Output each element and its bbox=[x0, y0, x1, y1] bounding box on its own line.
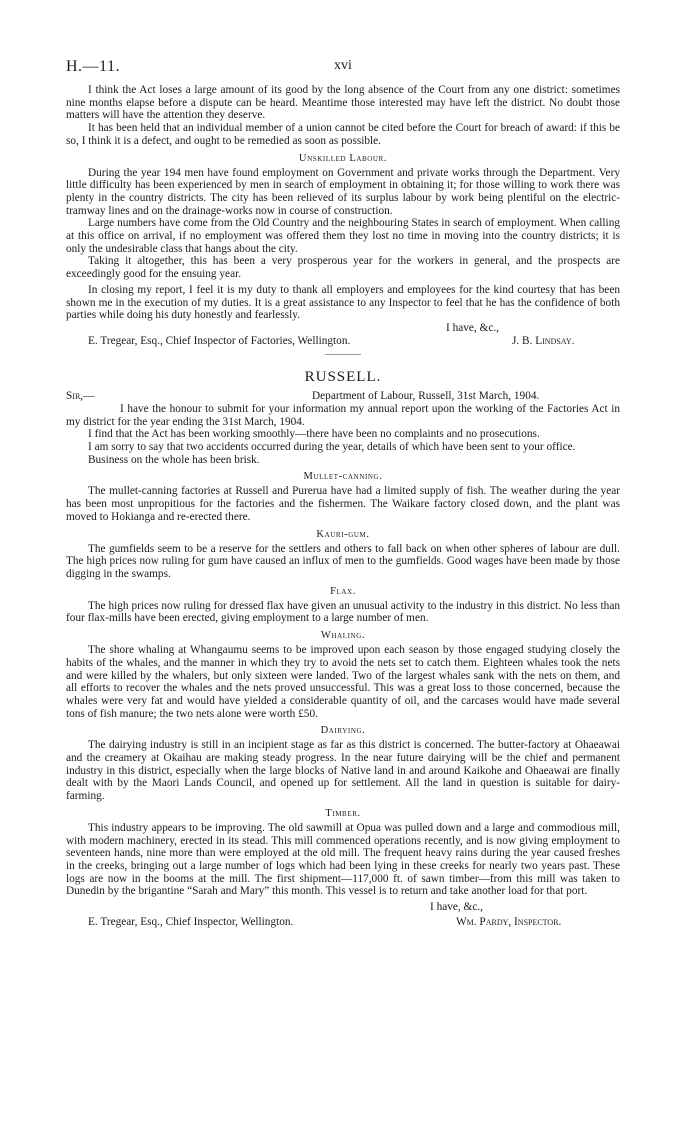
paragraph: During the year 194 men have found employment on Government and private works through the Department. Very little difficulty has been experienced by men in search of employment in obtaining it; for those willing to work there was plenty in the country districts. The city has been relieved of its surplus labour by work being plentiful on the electric-tramway lines and on the drainage-works now in course of construction. bbox=[66, 166, 620, 217]
paragraph: Large numbers have come from the Old Country and the neighbouring States in search of employment. When calling at this office on arrival, if no employment was offered them they lost no time in moving into the country districts; it is only the undesirable class that hangs about the city. bbox=[66, 217, 620, 255]
closing-line bbox=[66, 322, 620, 335]
section-heading-mullet-canning: Mullet-canning. bbox=[303, 471, 383, 483]
paragraph: The high prices now ruling for dressed flax have given an unusual activity to the industry in this district. No less than four flax-mills have been erected, giving employment to a large number of men. bbox=[66, 599, 620, 625]
addressee: E. Tregear, Esq., Chief Inspector of Factories, Wellington. bbox=[88, 334, 351, 347]
paragraph: The dairying industry is still in an incipient stage as far as this district is concerned. The butter-factory at Ohaeawai and the creamery at Okaihau are making steady progress. In the near future dairying will be the chief and permanent industry in this district, especially when the large blocks of Native land in and around Kaikohe and Ohaeawai are finally dealt with by the Maori Lands Council, and opened up for settlement. All the land in question is suitable for dairy-farming. bbox=[66, 739, 620, 803]
page-number: xvi bbox=[334, 58, 352, 73]
paragraph: I think the Act loses a large amount of its good by the long absence of the Court from any one district: sometimes nine months elapse before a dispute can be heard. Meantime those interested may have left the district. No doubt those matters will have the attention they deserve. bbox=[66, 84, 620, 122]
document-page bbox=[66, 58, 620, 929]
paragraph: The mullet-canning factories at Russell and Purerua have had a limited supply of fish. The weather during the year has been most unpropitious for the factories and the fishermen. The Waikare factory closed down, and the plant was moved to Hokianga and re-erected there. bbox=[66, 485, 620, 523]
signer-name: J. B. Lindsay. bbox=[512, 334, 575, 347]
section-heading-flax: Flax. bbox=[330, 585, 356, 597]
paragraph: The gumfields seem to be a reserve for the settlers and others to fall back on when other spheres of labour are dull. The high prices now ruling for gum have caused an influx of men to the gumfields. Good wages have been made by those digging in the swamps. bbox=[66, 542, 620, 580]
paragraph: I find that the Act has been working smoothly—there have been no complaints and no prosecutions. bbox=[88, 428, 540, 441]
salutation: Sir,— bbox=[66, 389, 95, 402]
section-heading-whaling: Whaling. bbox=[320, 630, 366, 642]
closing-line bbox=[66, 901, 620, 914]
divider bbox=[325, 354, 361, 355]
letter-heading bbox=[66, 390, 620, 403]
paragraph: The shore whaling at Whangaumu seems to be improved upon each season by those engaged studying closely the habits of the whales, and the manner in which they try to avoid the nets set to catch them. Eighteen whales took the nets and were killed by the whalers, but only sixteen were landed. Two of the largest whales sank with the nets on them, and all efforts to recover the whales and the nets proved unsuccessful. This was a great loss to those concerned, because the whales were very fat and would have yielded a considerable quantity of oil, and the carcases would have made several tons of fish manure; the two nets alone were worth £50. bbox=[66, 644, 620, 720]
paragraph: In closing my report, I feel it is my duty to thank all employers and employees for the kind courtesy that has been shown me in the execution of my duties. It is a great assistance to any Inspector to feel that he has the confidence of both parties while doing his duty honestly and fearlessly. bbox=[66, 283, 620, 322]
addressee: E. Tregear, Esq., Chief Inspector, Wellington. bbox=[88, 916, 294, 929]
signature-block bbox=[66, 335, 620, 348]
closing-text: I have, &c., bbox=[446, 321, 500, 334]
section-heading-dairying: Dairying. bbox=[320, 725, 366, 737]
paragraph: This industry appears to be improving. The old sawmill at Opua was pulled down and a large and commodious mill, with modern machinery, erected in its stead. This mill commenced operations recently, and is now giving employment to seventeen hands, nine more than were employed at the old mill. The frequent heavy rains during the year caused freshes in the creeks, bringing out a large number of logs which had been lying in these creeks for nearly two years past. These logs are now in the booms at the mill. The first shipment—117,000 ft. of sawn timber—from this mill was taken to Dunedin by the brigantine “Sarah and Mary” this month. This vessel is to return and take another load for that port. bbox=[66, 821, 620, 898]
section-heading-kauri-gum: Kauri-gum. bbox=[316, 528, 370, 540]
section-heading-timber: Timber. bbox=[325, 807, 361, 819]
section-title-russell: RUSSELL. bbox=[304, 368, 382, 385]
page-header bbox=[66, 58, 620, 84]
paragraph: Taking it altogether, this has been a very prosperous year for the workers in general, and the prospects are exceedingly good for the ensuing year. bbox=[66, 255, 620, 281]
closing-text: I have, &c., bbox=[430, 901, 484, 914]
document-ref: H.—11. bbox=[66, 58, 120, 75]
paragraph: Business on the whole has been brisk. bbox=[88, 453, 260, 466]
paragraph: I am sorry to say that two accidents occurred during the year, details of which have been sent to your office. bbox=[88, 441, 576, 454]
paragraph: It has been held that an individual member of a union cannot be cited before the Court for breach of award: if this be so, I think it is a defect, and ought to be remedied as soon as possible. bbox=[66, 122, 620, 147]
signature-block bbox=[66, 916, 620, 929]
dateline: Department of Labour, Russell, 31st March, 1904. bbox=[312, 389, 540, 402]
signer-name: Wm. Pardy, Inspector. bbox=[456, 916, 562, 929]
section-heading-unskilled-labour: Unskilled Labour. bbox=[298, 152, 388, 164]
paragraph: I have the honour to submit for your information my annual report upon the working of the Factories Act in my district for the year ending the 31st March, 1904. bbox=[66, 402, 620, 428]
